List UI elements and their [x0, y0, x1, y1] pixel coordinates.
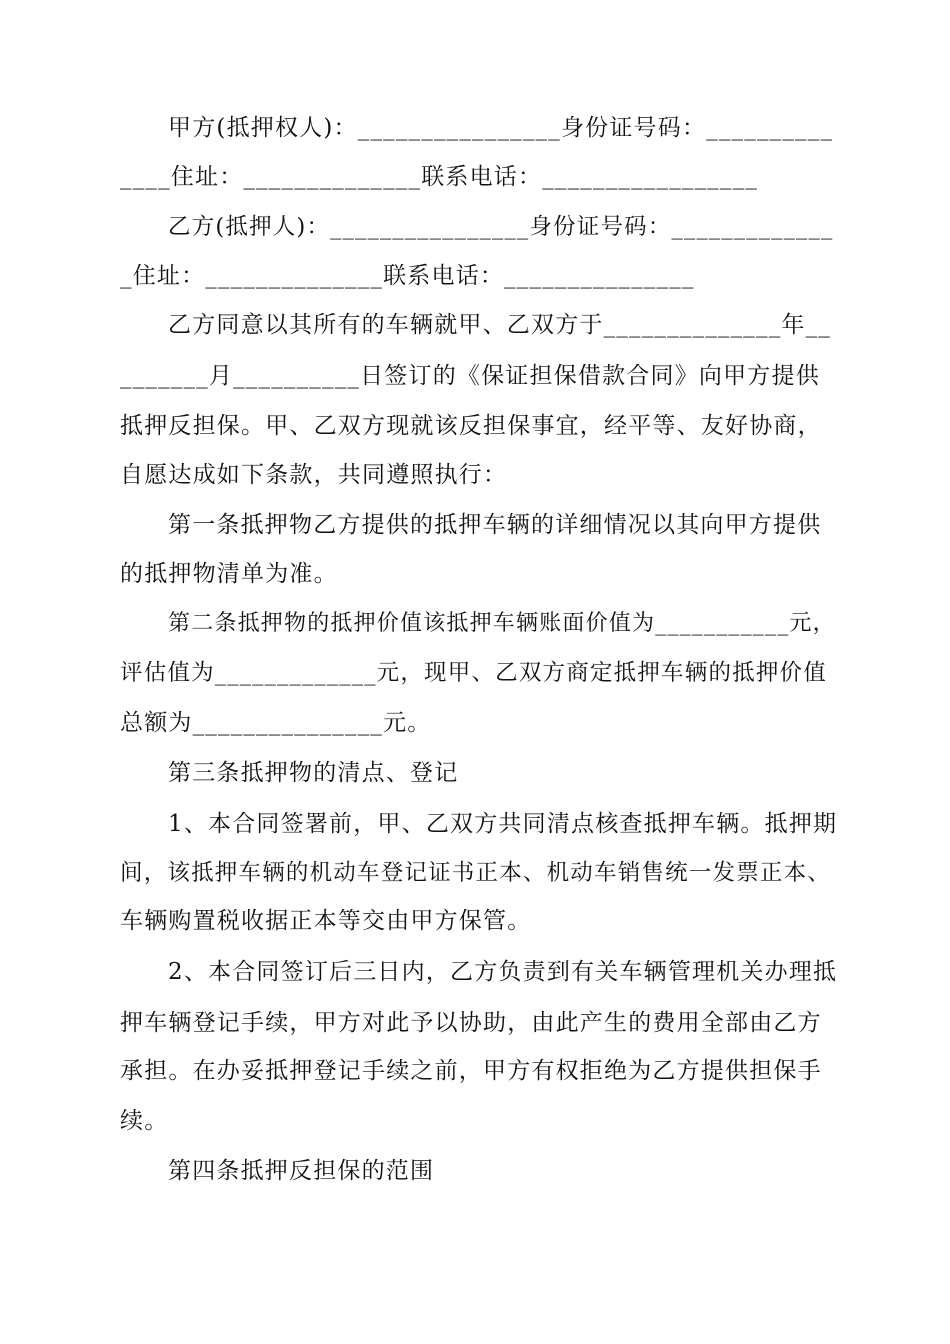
preamble-line-1: 乙方同意以其所有的车辆就甲、乙双方于______________年__: [168, 312, 831, 338]
article-4-heading: 第四条抵押反担保的范围: [168, 1158, 435, 1184]
article-3-heading: 第三条抵押物的清点、登记: [168, 760, 459, 786]
preamble-line-4: 自愿达成如下条款，共同遵照执行：: [120, 462, 508, 488]
clause-1-line-3: 车辆购置税收据正本等交由甲方保管。: [120, 908, 532, 934]
preamble-line-3: 抵押反担保。甲、乙双方现就该反担保事宜，经平等、友好协商，: [120, 413, 822, 439]
clause-2-line-4: 续。: [120, 1108, 169, 1134]
preamble-line-2: _______月__________日签订的《保证担保借款合同》向甲方提供: [120, 363, 820, 389]
party-a-address-line: ____住址：______________联系电话：_________________: [120, 164, 759, 190]
clause-1-line-1: 1、本合同签署前，甲、乙双方共同清点核查抵押车辆。抵押期: [168, 811, 838, 837]
clause-2-line-3: 承担。在办妥抵押登记手续之前，甲方有权拒绝为乙方提供担保手: [120, 1058, 822, 1084]
article-2-line-1: 第二条抵押物的抵押价值该抵押车辆账面价值为___________元，: [168, 611, 836, 636]
clause-1-line-2: 间，该抵押车辆的机动车登记证书正本、机动车销售统一发票正本、: [120, 860, 832, 886]
party-b-line: 乙方(抵押人)：________________身份证号码：_____________: [168, 214, 834, 240]
clause-2-line-1: 2、本合同签订后三日内，乙方负责到有关车辆管理机关办理抵: [168, 959, 838, 985]
article-2-line-2: 评估值为_____________元，现甲、乙双方商定抵押车辆的抵押价值: [120, 660, 827, 686]
article-1-line-2: 的抵押物清单为准。: [120, 561, 338, 587]
article-1-line-1: 第一条抵押物乙方提供的抵押车辆的详细情况以其向甲方提供: [168, 512, 822, 538]
party-b-address-line: _住址：______________联系电话：_______________: [120, 263, 695, 289]
article-2-line-3: 总额为_______________元。: [120, 710, 432, 736]
clause-2-line-2: 押车辆登记手续，甲方对此予以协助，由此产生的费用全部由乙方: [120, 1010, 822, 1036]
party-a-line: 甲方(抵押权人)：________________身份证号码：__________: [168, 115, 834, 141]
